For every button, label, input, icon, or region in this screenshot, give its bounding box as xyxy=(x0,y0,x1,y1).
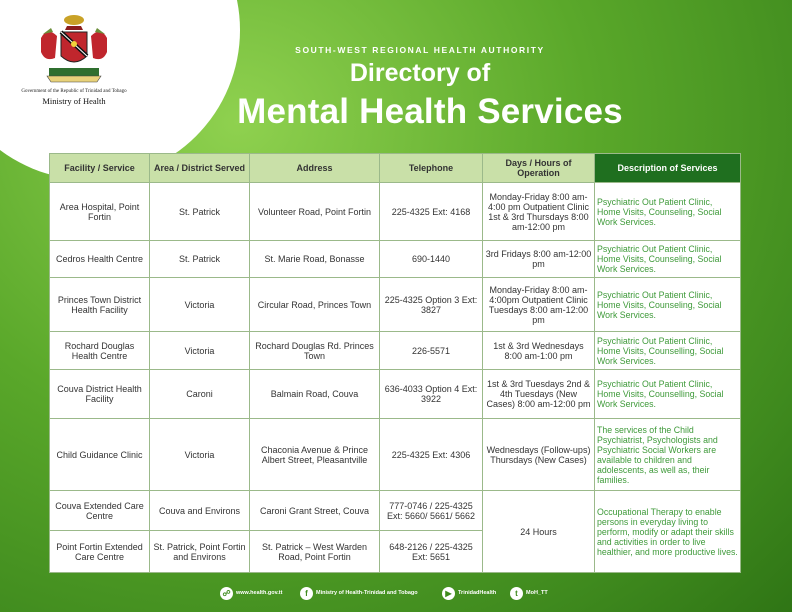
description-cell: Psychiatric Out Patient Clinic, Home Visits, Counselling, Social Work Services. xyxy=(595,370,741,419)
address-cell: St. Marie Road, Bonasse xyxy=(250,241,380,278)
address-cell: St. Patrick – West Warden Road, Point Fortin xyxy=(250,531,380,573)
facebook-link[interactable] xyxy=(300,585,418,601)
area-cell: Victoria xyxy=(150,332,250,370)
authority-name: SOUTH-WEST REGIONAL HEALTH AUTHORITY xyxy=(295,45,545,55)
column-header: Days / Hours of Operation xyxy=(483,154,595,183)
services-directory-table xyxy=(49,153,741,573)
table-row xyxy=(50,241,741,278)
title-line-2: Mental Health Services xyxy=(237,92,623,131)
area-cell: St. Patrick xyxy=(150,241,250,278)
description-cell: Psychiatric Out Patient Clinic, Home Visits, Counseling, Social Work Services. xyxy=(595,183,741,241)
column-header: Description of Services xyxy=(595,154,741,183)
facility-cell: Princes Town District Health Facility xyxy=(50,278,150,332)
description-cell: Psychiatric Out Patient Clinic, Home Visits, Counseling, Social Work Services. xyxy=(595,278,741,332)
hours-cell: Monday-Friday 8:00 am-4:00pm Outpatient Clinic Tuesdays 8:00 am-12:00 pm xyxy=(483,278,595,332)
web-icon: ☍ xyxy=(220,587,233,600)
ministry-logo xyxy=(14,8,134,118)
address-cell: Chaconia Avenue & Prince Albert Street, Pleasantville xyxy=(250,419,380,491)
column-header: Area / District Served xyxy=(150,154,250,183)
table-row xyxy=(50,370,741,419)
facility-cell: Area Hospital, Point Fortin xyxy=(50,183,150,241)
telephone-cell: 226-5571 xyxy=(380,332,483,370)
telephone-cell: 225-4325 Ext: 4306 xyxy=(380,419,483,491)
hours-cell: Monday-Friday 8:00 am-4:00 pm Outpatient Clinic 1st & 3rd Thursdays 8:00 am-12:00 pm xyxy=(483,183,595,241)
facebook-icon: f xyxy=(300,587,313,600)
table-row xyxy=(50,419,741,491)
area-cell: St. Patrick xyxy=(150,183,250,241)
youtube-link[interactable] xyxy=(442,585,496,601)
description-cell: Psychiatric Out Patient Clinic, Home Visits, Counseling, Social Work Services. xyxy=(595,241,741,278)
address-cell: Circular Road, Princes Town xyxy=(250,278,380,332)
hours-cell: 3rd Fridays 8:00 am-12:00 pm xyxy=(483,241,595,278)
description-cell: Occupational Therapy to enable persons in everyday living to perform, modify or adapt their skills and activities in order to live healthier, and more productive lives. xyxy=(595,491,741,573)
telephone-cell: 648-2126 / 225-4325 Ext: 5651 xyxy=(380,531,483,573)
telephone-cell: 690-1440 xyxy=(380,241,483,278)
facility-cell: Point Fortin Extended Care Centre xyxy=(50,531,150,573)
government-text: Government of the Republic of Trinidad and Tobago xyxy=(21,89,127,94)
facility-cell: Couva District Health Facility xyxy=(50,370,150,419)
column-header: Facility / Service xyxy=(50,154,150,183)
telephone-cell: 225-4325 Ext: 4168 xyxy=(380,183,483,241)
facility-cell: Couva Extended Care Centre xyxy=(50,491,150,531)
telephone-cell: 225-4325 Option 3 Ext: 3827 xyxy=(380,278,483,332)
address-cell: Balmain Road, Couva xyxy=(250,370,380,419)
telephone-cell: 777-0746 / 225-4325 Ext: 5660/ 5661/ 5662 xyxy=(380,491,483,531)
column-header: Address xyxy=(250,154,380,183)
twitter-text: MoH_TT xyxy=(526,590,548,596)
address-cell: Volunteer Road, Point Fortin xyxy=(250,183,380,241)
facility-cell: Rochard Douglas Health Centre xyxy=(50,332,150,370)
twitter-link[interactable] xyxy=(510,585,548,601)
table-header-row xyxy=(50,154,741,183)
table-row xyxy=(50,491,741,531)
table-row xyxy=(50,332,741,370)
area-cell: Victoria xyxy=(150,419,250,491)
title-line-1: Directory of xyxy=(349,59,491,87)
area-cell: Victoria xyxy=(150,278,250,332)
coat-of-arms-logo xyxy=(29,8,119,88)
area-cell: Couva and Environs xyxy=(150,491,250,531)
website-link[interactable] xyxy=(220,585,282,601)
hours-cell: 1st & 3rd Wednesdays 8:00 am-1:00 pm xyxy=(483,332,595,370)
hours-cell: 24 Hours xyxy=(483,491,595,573)
footer-contacts xyxy=(220,585,580,601)
youtube-icon: ▶ xyxy=(442,587,455,600)
ministry-name: Ministry of Health xyxy=(42,96,106,106)
hours-cell: Wednesdays (Follow-ups) Thursdays (New Cases) xyxy=(483,419,595,491)
address-cell: Caroni Grant Street, Couva xyxy=(250,491,380,531)
address-cell: Rochard Douglas Rd. Princes Town xyxy=(250,332,380,370)
area-cell: St. Patrick, Point Fortin and Environs xyxy=(150,531,250,573)
description-cell: The services of the Child Psychiatrist, Psychologists and Psychiatric Social Workers are available to children and adolescents, as well as, their families. xyxy=(595,419,741,491)
telephone-cell: 636-4033 Option 4 Ext: 3922 xyxy=(380,370,483,419)
facebook-text: Ministry of Health-Trinidad and Tobago xyxy=(316,590,418,596)
facility-cell: Child Guidance Clinic xyxy=(50,419,150,491)
table-row xyxy=(50,183,741,241)
facility-cell: Cedros Health Centre xyxy=(50,241,150,278)
hours-cell: 1st & 3rd Tuesdays 2nd & 4th Tuesdays (New Cases) 8:00 am-12:00 pm xyxy=(483,370,595,419)
table-row xyxy=(50,278,741,332)
youtube-text: TrinidadHealth xyxy=(458,590,497,596)
website-text: www.health.gov.tt xyxy=(236,590,283,596)
twitter-icon: t xyxy=(510,587,523,600)
area-cell: Caroni xyxy=(150,370,250,419)
description-cell: Psychiatric Out Patient Clinic, Home Visits, Counselling, Social Work Services. xyxy=(595,332,741,370)
column-header: Telephone xyxy=(380,154,483,183)
